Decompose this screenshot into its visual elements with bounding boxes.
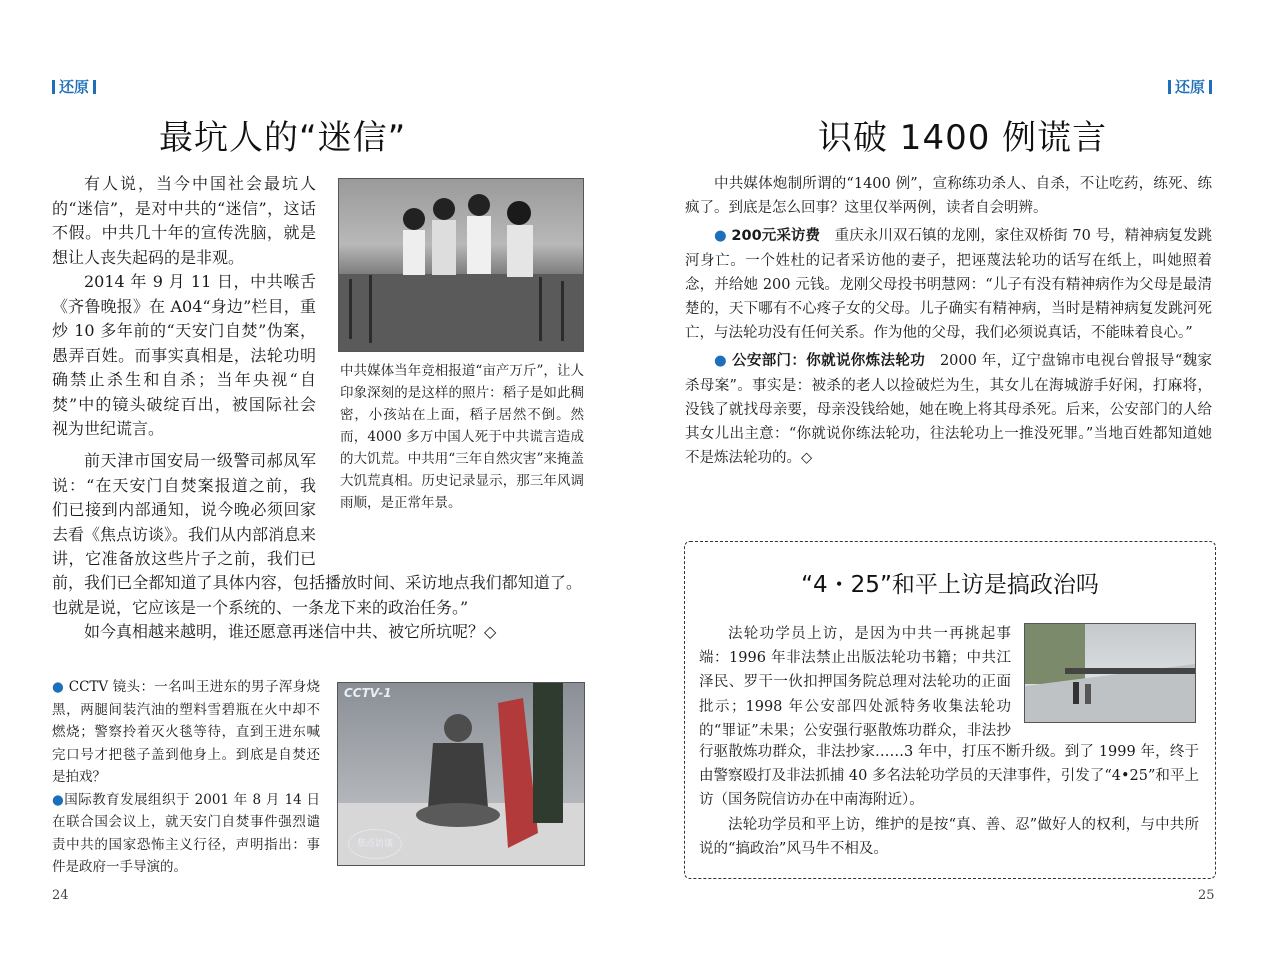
children-on-rice-photo — [339, 179, 583, 351]
tag-bar-right — [93, 80, 96, 94]
bullet-dot-icon: ● — [714, 353, 728, 370]
box-body — [699, 622, 1199, 861]
section-tag — [48, 76, 100, 97]
box-paragraph-1-continued: 行驱散炼功群众，非法抄家……3 年中，打压不断升级。到了 1999 年，终于由警察殴打及非法抓捕 40 多名法轮功学员的天津事件，引发了“4•25”和平上访（国务院信访办在中南海附近）。 — [699, 744, 1199, 809]
paragraph-4: 如今真相越来越明，谁还愿意再迷信中共、被它所坑呢？◇ — [84, 622, 497, 641]
bullet-cctv-text: CCTV 镜头：一名叫王进东的男子浑身烧黑，两腿间装汽油的塑料雪碧瓶在火中却不燃烧；警察拎着灭火毯等待，直到王进东喊完口号才把毯子盖到他身上。到底是自焚还是拍戏？ — [52, 679, 321, 785]
tag-bar-left — [52, 80, 55, 94]
police-figure — [533, 683, 563, 823]
program-logo: 焦点访谈 — [348, 829, 402, 859]
bullet-item-ied — [52, 789, 320, 879]
box-title: “4・25”和平上访是搞政治吗 — [801, 572, 1099, 598]
box-paragraph-1-part — [699, 622, 1011, 740]
bullet-dot-icon: ● — [714, 228, 727, 245]
tag-bar-right — [1209, 80, 1212, 94]
paragraph-3-narrow — [52, 449, 316, 571]
children-figures — [403, 194, 533, 277]
article-top-column — [52, 172, 316, 442]
left-page — [0, 0, 632, 978]
page-number: 24 — [52, 888, 69, 903]
paragraph-3-continued: 前，我们已全都知道了具体内容，包括播放时间、采访地点我们都知道了。也就是说，它应该是一个系统的、一条龙下来的政治任务。” — [52, 573, 582, 617]
cctv-logo: CCTV-1 — [344, 686, 392, 700]
case-1-heading: 200元采访费 — [731, 228, 821, 245]
tag-bar-left — [1168, 80, 1171, 94]
section-tag — [1164, 76, 1216, 97]
paragraph-2: 2014 年 9 月 11 日，中共喉舌《齐鲁晚报》在 A04“身边”栏目，重炒 10 多年前的“天安门自焚”伪案，愚弄百姓。而事实真相是，法轮功明确禁止杀生和自杀；当年央视“自焚”中的镜头破绽百出，被国际社会视为世纪谎言。 — [52, 272, 316, 438]
page-title: 最坑人的“迷信” — [159, 118, 407, 158]
bullet-ied-text: 国际教育发展组织于 2001 年 8 月 14 日在联合国会议上，就天安门自焚事件强烈谴责中共的国家恐怖主义行径，声明指出：事件是政府一手导演的。 — [52, 791, 321, 875]
bullet-item-cctv — [52, 676, 320, 789]
case-2 — [685, 349, 1212, 470]
case-1-text: 重庆永川双石镇的龙刚，家住双桥街 70 号，精神病复发跳河身亡。一个姓杜的记者采访他的妻子，把诬蔑法轮功的话写在纸上，叫她照着念，并给她 200 元钱。龙刚父母投书明慧网：“儿子有没有精神病作为父母是最清楚的，天下哪有不心疼子女的父母。儿子确实有精神病，当时是精神病复发跳河死亡，与法轮功没有任何关系。作为他的父母，我们必须说真话，不能昧着良心。” — [685, 228, 1213, 342]
section-tag-label: 还原 — [59, 78, 90, 96]
seated-man — [416, 714, 500, 827]
case-1 — [685, 224, 1212, 345]
photo-caption: 中共媒体当年竞相报道“亩产万斤”，让人印象深刻的是这样的照片：稻子是如此稠密，小孩站在上面，稻子居然不倒。然而，4000 多万中国人死于中共谎言造成的大饥荒。中共用“三年自然灾害”来掩盖大饥荒真相。历史记录显示，那三年风调雨顺，是正常年景。 — [340, 363, 584, 511]
sidebar-box — [684, 541, 1216, 879]
rice-field — [339, 274, 583, 351]
box-paragraph-2: 法轮功学员和平上访，维护的是按“真、善、忍”做好人的权利，与中共所说的“搞政治”风马牛不相及。 — [699, 816, 1199, 857]
article-bottom-wide — [52, 571, 582, 645]
bullet-dot-icon: ● — [52, 679, 65, 695]
page-title: 识破 1400 例谎言 — [818, 118, 1108, 158]
intro-paragraph: 中共媒体炮制所谓的“1400 例”，宣称练功杀人、自杀，不让吃药，练死、练疯了。到底是怎么回事？这里仅举两例，读者自会明辨。 — [685, 176, 1212, 217]
case-2-heading: 公安部门：你就说你炼法轮功 — [731, 353, 926, 370]
bullet-dot-icon: ● — [52, 791, 65, 808]
right-article — [685, 172, 1212, 470]
bullet-list — [52, 676, 320, 879]
section-tag-label: 还原 — [1175, 78, 1206, 96]
right-page — [633, 0, 1265, 978]
case-2-text: 2000 年，辽宁盘锦市电视台曾报导“魏家杀母案”。事实是：被杀的老人以捡破烂为生，其女儿在海城游手好闲，打麻将，没钱了就找母亲要，母亲没钱给她，她在晚上将其母杀死。后来，公安部门的人给其女儿出主意：“你就说你练法轮功，往法轮功上一推没死罪。”当地百姓都知道她不是炼法轮功的。◇ — [685, 353, 1213, 467]
paragraph-3: 前天津市国安局一级警司郝凤军说：“在天安门自焚案报道之前，我们已接到内部通知，说今晚必须回家去看《焦点访谈》。我们从内部消息来讲，它准备放这些片子之前，我们已 — [52, 451, 316, 568]
paragraph-1: 有人说，当今中国社会最坑人的“迷信”，是对中共的“迷信”，这话不假。中共几十年的宣传洗脑，就是想让人丧失起码的是非观。 — [52, 174, 316, 267]
page-number: 25 — [1198, 888, 1215, 903]
box-paragraph-1: 法轮功学员上访，是因为中共一再挑起事端：1996 年非法禁止出版法轮功书籍；中共江泽民、罗干一伙扣押国务院总理对法轮功的正面批示；1998 年公安部四处派特务收集法轮功的“罪证”未果；公安强行驱散炼功群众，非法抄 — [699, 626, 1011, 739]
famine-photo — [338, 178, 584, 352]
cctv-self-immolation-photo — [337, 682, 585, 866]
